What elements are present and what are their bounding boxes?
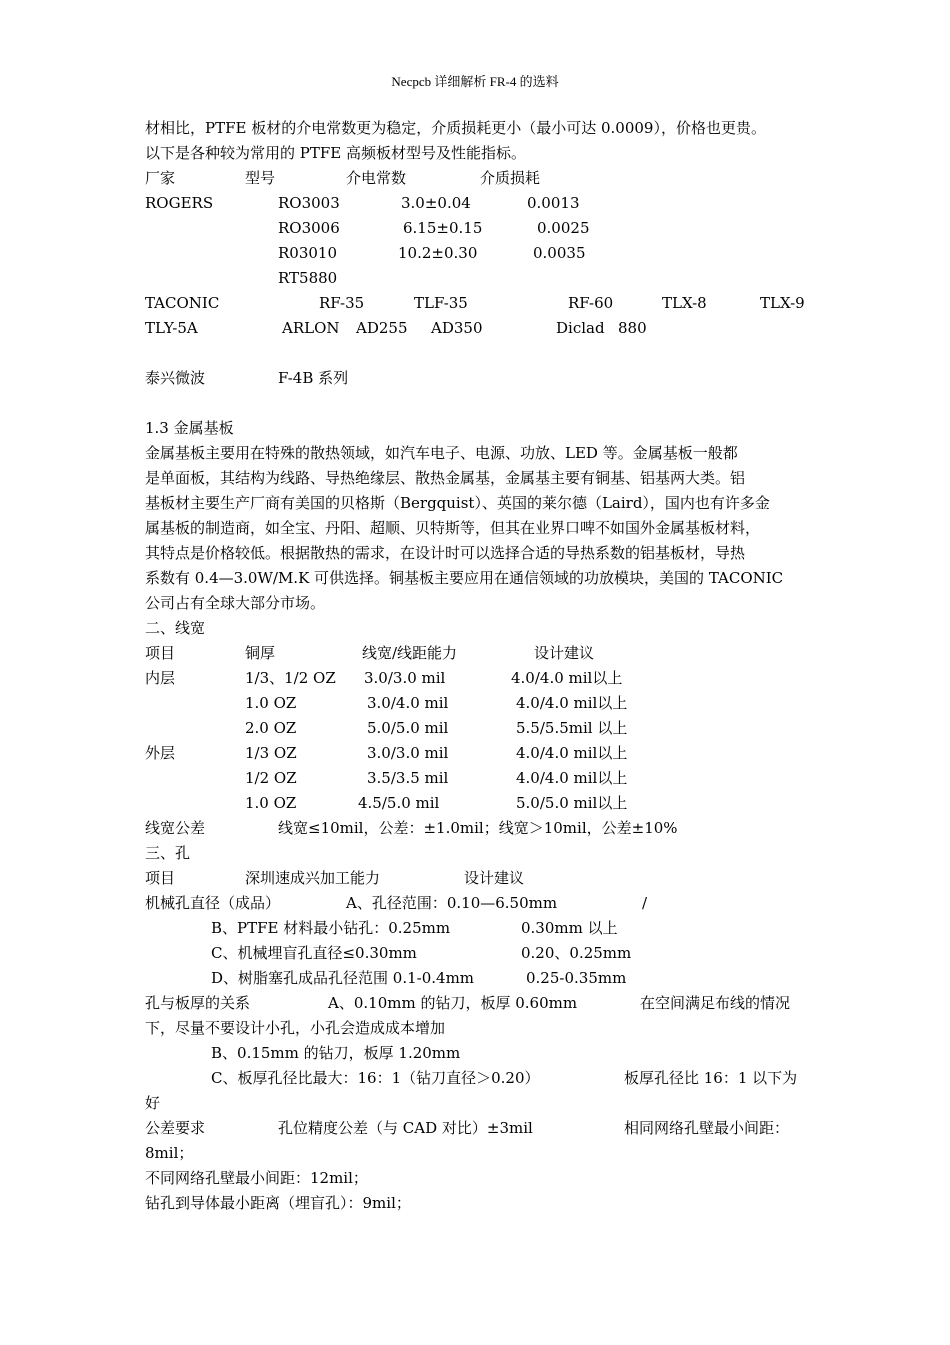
table-cell: 线宽≤10mil，公差：±1.0mil；线宽＞10mil，公差±10%	[278, 819, 678, 837]
table-cell: 2.0 OZ	[245, 719, 297, 737]
paragraph-line: 属基板的制造商，如全宝、丹阳、超顺、贝特斯等，但其在业界口啤不如国外金属基板材料，	[145, 519, 761, 537]
model-name: F-4B 系列	[278, 369, 349, 387]
table-cell: 孔位精度公差（与 CAD 对比）±3mil	[278, 1119, 533, 1137]
table-cell: 5.0/5.0 mil	[367, 719, 449, 737]
table-cell: 4.0/4.0 mil以上	[511, 669, 623, 687]
table-cell: B、0.15mm 的钻刀，板厚 1.20mm	[211, 1044, 461, 1062]
table-header: 介电常数	[346, 169, 407, 187]
table-cell: RO3006	[278, 219, 340, 237]
table-cell: 4.0/4.0 mil以上	[516, 769, 628, 787]
row-label: 机械孔直径（成品）	[145, 894, 281, 912]
section-heading: 三、孔	[145, 844, 191, 862]
table-cell: 0.0035	[533, 244, 586, 262]
model-name: TLX-9	[760, 294, 805, 312]
table-cell: 在空间满足布线的情况	[640, 994, 791, 1012]
paragraph-line: 不同网络孔壁最小间距：12mil；	[145, 1169, 368, 1187]
table-header: 设计建议	[534, 644, 595, 662]
page-header: Necpcb 详细解析 FR-4 的选料	[391, 74, 559, 89]
table-cell: B、PTFE 材料最小钻孔：0.25mm	[211, 919, 451, 937]
table-cell: 0.0025	[537, 219, 590, 237]
model-name: 880	[618, 319, 647, 337]
table-cell: 0.25-0.35mm	[526, 969, 627, 987]
paragraph-line: 是单面板，其结构为线路、导热绝缘层、散热金属基，金属基主要有铜基、铝基两大类。铝	[145, 469, 746, 487]
table-cell: 1/3 OZ	[245, 744, 297, 762]
table-cell: 8mil；	[145, 1144, 194, 1162]
table-cell: A、0.10mm 的钻刀，板厚 0.60mm	[328, 994, 578, 1012]
paragraph-line: 基板材主要生产厂商有美国的贝格斯（Bergquist）、英国的莱尔德（Laird），国内也有许多金	[145, 494, 770, 512]
table-cell: 5.0/5.0 mil以上	[516, 794, 628, 812]
row-label: 外层	[145, 744, 176, 762]
table-cell: A、孔径范围：0.10—6.50mm	[346, 894, 558, 912]
table-cell: 下，尽量不要设计小孔，小孔会造成成本增加	[145, 1019, 446, 1037]
table-header: 设计建议	[464, 869, 525, 887]
table-header: 线宽/线距能力	[362, 644, 458, 662]
intro-line: 材相比，PTFE 板材的介电常数更为稳定，介质损耗更小（最小可达 0.0009），价格也更贵。	[145, 119, 766, 137]
table-cell: 0.20、0.25mm	[521, 944, 632, 962]
paragraph-line: 钻孔到导体最小距离（埋盲孔）：9mil；	[145, 1194, 411, 1212]
table-cell: 3.0/3.0 mil	[367, 744, 449, 762]
table-cell: 3.0±0.04	[401, 194, 471, 212]
table-cell: 相同网络孔壁最小间距：	[624, 1119, 790, 1137]
model-name: TLY-5A	[145, 319, 198, 337]
model-name: TLF-35	[414, 294, 468, 312]
table-cell: 好	[145, 1094, 161, 1112]
model-name: TLX-8	[662, 294, 707, 312]
table-cell: 3.0/3.0 mil	[364, 669, 446, 687]
table-cell: R03010	[278, 244, 338, 262]
row-label: 内层	[145, 669, 176, 687]
table-cell: C、机械埋盲孔直径≤0.30mm	[211, 944, 417, 962]
table-cell: 4.5/5.0 mil	[358, 794, 440, 812]
vendor-name: ARLON	[282, 319, 340, 337]
row-label: 线宽公差	[145, 819, 206, 837]
table-cell: 1.0 OZ	[245, 794, 297, 812]
row-label: 公差要求	[145, 1119, 206, 1137]
table-cell: D、树脂塞孔成品孔径范围 0.1-0.4mm	[211, 969, 475, 987]
table-header: 深圳速成兴加工能力	[245, 869, 381, 887]
model-name: Diclad	[556, 319, 605, 337]
table-cell: /	[642, 894, 648, 912]
table-cell: 0.30mm 以上	[521, 919, 618, 937]
section-heading: 二、线宽	[145, 619, 206, 637]
section-heading: 1.3 金属基板	[145, 419, 234, 437]
paragraph-line: 其特点是价格较低。根据散热的需求，在设计时可以选择合适的导热系数的铝基板材，导热	[145, 544, 746, 562]
table-header: 项目	[145, 869, 176, 887]
model-name: RF-60	[568, 294, 614, 312]
table-cell: 板厚孔径比 16：1 以下为	[624, 1069, 798, 1087]
table-cell: 10.2±0.30	[398, 244, 478, 262]
paragraph-line: 公司占有全球大部分市场。	[145, 594, 326, 612]
model-name: RF-35	[319, 294, 365, 312]
table-cell: 1/2 OZ	[245, 769, 297, 787]
table-cell: 4.0/4.0 mil以上	[516, 744, 628, 762]
model-name: AD255	[356, 319, 408, 337]
table-cell: 1.0 OZ	[245, 694, 297, 712]
table-cell: RO3003	[278, 194, 340, 212]
table-cell: 1/3、1/2 OZ	[245, 669, 336, 687]
vendor-name: 泰兴微波	[145, 369, 206, 387]
table-header: 铜厚	[245, 644, 276, 662]
table-cell: 3.5/3.5 mil	[367, 769, 449, 787]
table-cell: 5.5/5.5mil 以上	[516, 719, 628, 737]
row-label: 孔与板厚的关系	[145, 994, 251, 1012]
table-header: 介质损耗	[480, 169, 541, 187]
table-cell: RT5880	[278, 269, 338, 287]
table-header: 厂家	[145, 169, 176, 187]
paragraph-line: 系数有 0.4—3.0W/M.K 可供选择。铜基板主要应用在通信领域的功放模块，美国的 TACONIC	[145, 569, 784, 587]
vendor-name: TACONIC	[145, 294, 220, 312]
table-cell: C、板厚孔径比最大：16：1（钻刀直径＞0.20）	[211, 1069, 540, 1087]
model-name: AD350	[431, 319, 483, 337]
vendor-name: ROGERS	[145, 194, 214, 212]
table-cell: 3.0/4.0 mil	[367, 694, 449, 712]
table-cell: 6.15±0.15	[403, 219, 483, 237]
table-cell: 0.0013	[527, 194, 580, 212]
paragraph-line: 金属基板主要用在特殊的散热领域，如汽车电子、电源、功放、LED 等。金属基板一般都	[145, 444, 738, 462]
intro-line: 以下是各种较为常用的 PTFE 高频板材型号及性能指标。	[145, 144, 526, 162]
table-header: 项目	[145, 644, 176, 662]
table-header: 型号	[245, 169, 276, 187]
table-cell: 4.0/4.0 mil以上	[516, 694, 628, 712]
